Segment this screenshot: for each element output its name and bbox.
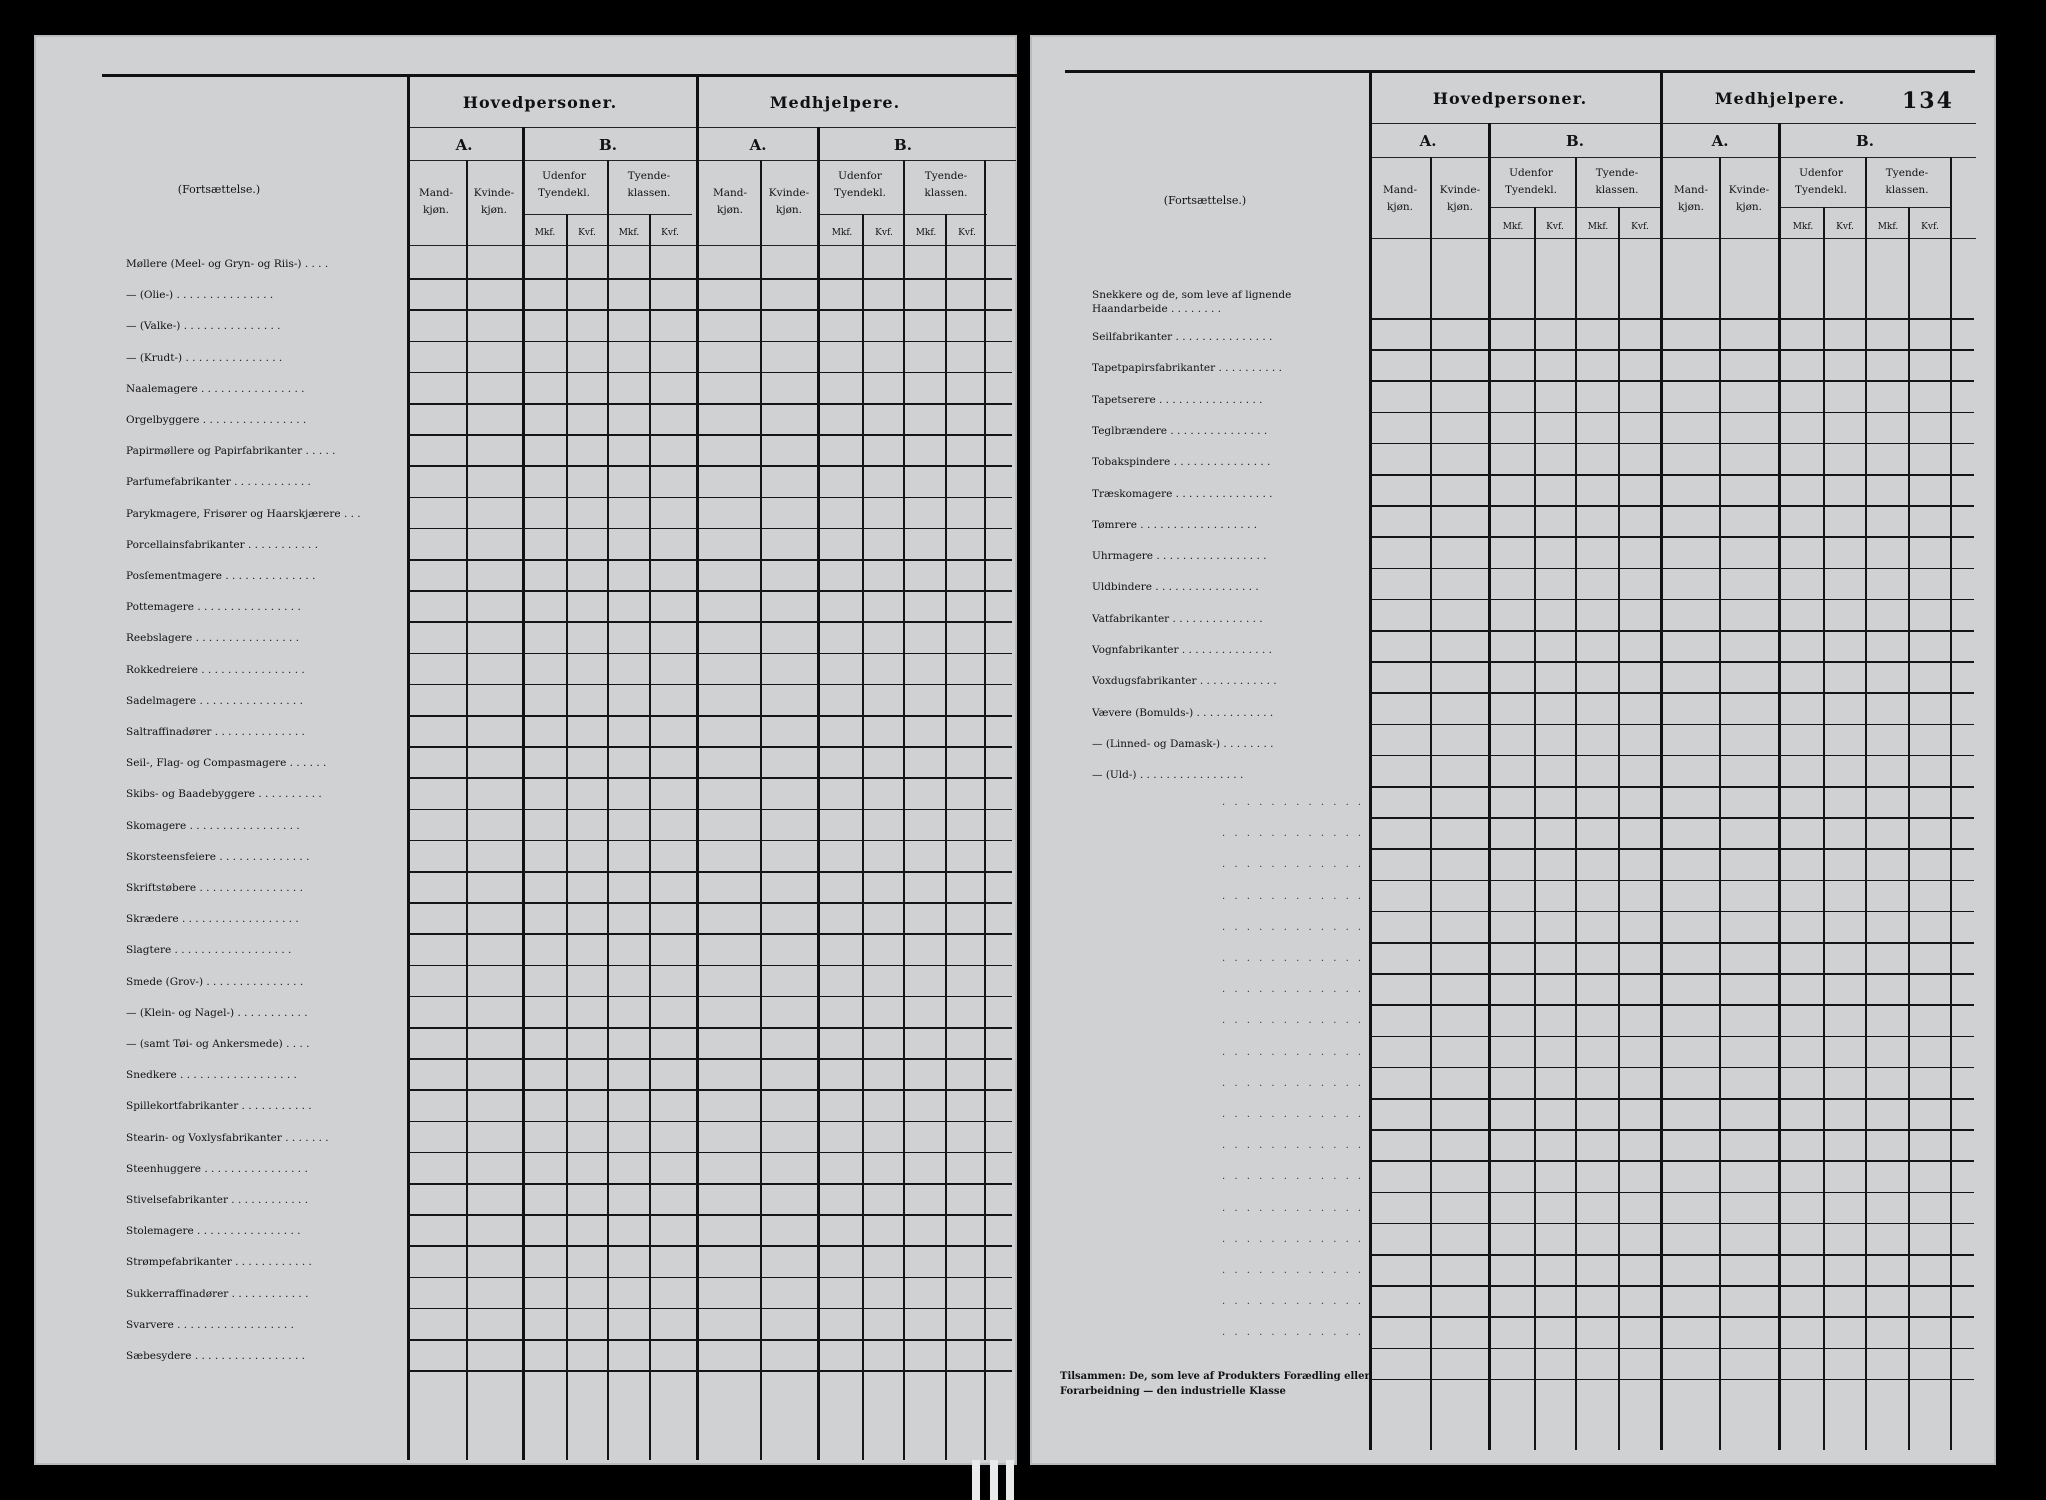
right-page [1030, 35, 1996, 1465]
col-a-label: A. [1419, 132, 1437, 150]
kvinde-kjon-2: Kvinde-kjøn. [768, 187, 810, 216]
row-rule [408, 1183, 1012, 1185]
blank-entry-dots: . . . . . . . . . . . . [1222, 828, 1365, 840]
blank-entry-dots: . . . . . . . . . . . . [1222, 1046, 1365, 1058]
blank-entry-dots: . . . . . . . . . . . . [1222, 859, 1365, 871]
row-label: Sukkerraffinadører . . . . . . . . . . . . [126, 1287, 309, 1300]
col-b-label-2: B. [894, 136, 912, 154]
column-divider [407, 77, 410, 1460]
row-rule [408, 590, 1012, 592]
row-rule [408, 621, 1012, 623]
row-rule [1370, 443, 1974, 445]
column-divider [1719, 157, 1721, 1450]
mand-kjon-2: Mand-kjøn. [712, 187, 748, 216]
row-label: Skorsteensfeiere . . . . . . . . . . . . . . [126, 850, 310, 863]
udenfor-tyendekl: Udenfor Tyendekl. [538, 170, 590, 199]
row-label: Snedkere . . . . . . . . . . . . . . . . . . [126, 1069, 297, 1082]
kvinde-kjon-2: Kvinde-kjøn. [1728, 184, 1770, 213]
row-label: Strømpefabrikanter . . . . . . . . . . . . [126, 1256, 312, 1269]
row-label: Smede (Grov-) . . . . . . . . . . . . . . . [126, 975, 304, 988]
row-rule [1370, 630, 1974, 632]
row-label: — (samt Tøi- og Ankersmede) . . . . [126, 1038, 310, 1050]
row-rule [408, 1152, 1012, 1154]
header-hovedpersoner: Hovedpersoner. [1432, 89, 1588, 108]
row-rule [1370, 1223, 1974, 1225]
udenfor-tyendekl-2: Udenfor Tyendekl. [834, 170, 886, 199]
row-label: Tapetpapirsfabrikanter . . . . . . . . . . [1092, 362, 1282, 375]
row-rule [1370, 755, 1974, 757]
row-label: Snekkere og de, som leve af lignende Haandarbeide . . . . . . . . [1092, 289, 1292, 315]
row-label: — (Linned- og Damask-) . . . . . . . . [1092, 737, 1274, 750]
column-divider [945, 214, 947, 1460]
row-rule [408, 497, 1012, 499]
row-rule [408, 777, 1012, 779]
row-rule [408, 871, 1012, 873]
row-rule [1370, 1036, 1974, 1038]
blank-entry-dots: . . . . . . . . . . . . [1222, 921, 1365, 933]
row-rule [408, 933, 1012, 935]
row-label: Skibs- og Baadebyggere . . . . . . . . . . [126, 788, 322, 801]
row-label: Posſementmagere . . . . . . . . . . . . . . [126, 570, 316, 582]
mand-kjon: Mand-kjøn. [418, 187, 454, 216]
row-rule [408, 1089, 1012, 1091]
column-divider [817, 127, 820, 1460]
row-label: Skriftstøbere . . . . . . . . . . . . . . . . [126, 882, 303, 894]
summary-note: Tilsammen: De, som leve af Produkters Forædling eller Forarbeidning — den industrielle Klasse [1060, 1371, 1370, 1397]
kvf: Kvf. [1836, 222, 1854, 232]
row-rule [408, 996, 1012, 998]
row-label: Træskomagere . . . . . . . . . . . . . . . [1092, 487, 1273, 500]
column-divider [649, 214, 651, 1460]
row-rule [1370, 1098, 1974, 1100]
row-rule [408, 278, 1012, 280]
row-label: Reebslagere . . . . . . . . . . . . . . . . [126, 632, 300, 645]
row-label: Skomagere . . . . . . . . . . . . . . . . . [126, 819, 300, 832]
col-b-label: B. [1566, 132, 1584, 150]
row-rule [1370, 536, 1974, 538]
row-rule [408, 1121, 1012, 1123]
blank-entry-dots: . . . . . . . . . . . . [1222, 1202, 1365, 1214]
mkf: Mkf. [1502, 222, 1524, 232]
top-rule [1065, 70, 1975, 73]
row-label: — (Olie-) . . . . . . . . . . . . . . . [126, 289, 274, 302]
row-rule [408, 1027, 1012, 1029]
row-rule [408, 653, 1012, 655]
blank-entry-dots: . . . . . . . . . . . . [1222, 1015, 1365, 1027]
row-label: Skrædere . . . . . . . . . . . . . . . . . . [126, 913, 299, 926]
row-rule [1370, 1129, 1974, 1131]
row-rule [408, 684, 1012, 686]
row-label: Stivelsefabrikanter . . . . . . . . . . . . [126, 1194, 309, 1206]
row-rule [408, 1339, 1012, 1341]
header-line [408, 127, 1016, 128]
row-rule [1370, 661, 1974, 663]
page-number: 134 [1902, 88, 1954, 114]
row-label: Spillekortfabrikanter . . . . . . . . . . . [126, 1100, 312, 1113]
row-label: Naalemagere . . . . . . . . . . . . . . . . [126, 382, 305, 395]
blank-entry-dots: . . . . . . . . . . . . [1222, 1265, 1365, 1276]
row-label: Pottemagere . . . . . . . . . . . . . . . . [126, 601, 301, 614]
blank-entry-dots: . . . . . . . . . . . . [1222, 1233, 1365, 1245]
kvf: Kvf. [1546, 222, 1564, 232]
mkf: Mkf. [618, 228, 640, 238]
blank-entry-dots: . . . . . . . . . . . . [1222, 890, 1365, 902]
row-label: Sadelmagere . . . . . . . . . . . . . . . . [126, 694, 303, 707]
binding-strip [1006, 1460, 1014, 1500]
col-b-label-2: B. [1856, 132, 1874, 150]
header-medhjelpere: Medhjelpere. [769, 93, 901, 112]
udenfor-tyendekl: Udenfor Tyendekl. [1505, 167, 1557, 196]
col-a-label: A. [455, 136, 473, 154]
column-divider [1950, 157, 1952, 1450]
row-rule [408, 809, 1012, 811]
column-divider [1823, 207, 1825, 1450]
mkf: Mkf. [831, 228, 853, 238]
blank-entry-dots: . . . . . . . . . . . . [1222, 1109, 1365, 1120]
header-line [408, 160, 1016, 161]
row-label: Porcellainsfabrikanter . . . . . . . . . . . [126, 538, 319, 551]
tyende-klassen-2: Tyende-klassen. [924, 170, 968, 199]
col-a-label-2: A. [1711, 132, 1729, 150]
top-rule [102, 74, 1018, 77]
row-rule [1370, 1379, 1974, 1381]
row-rule [1370, 724, 1974, 726]
column-divider [1908, 207, 1910, 1450]
row-rule [1370, 318, 1974, 320]
row-rule [408, 1277, 1012, 1279]
row-label: Rokkedreiere . . . . . . . . . . . . . . . . [126, 663, 305, 676]
kvf: Kvf. [1631, 222, 1649, 232]
kvf: Kvf. [958, 228, 976, 238]
row-rule [1370, 848, 1974, 850]
blank-entry-dots: . . . . . . . . . . . . [1222, 1077, 1365, 1089]
section-caption: (Fortsættelse.) [1163, 194, 1247, 207]
row-rule [408, 840, 1012, 842]
row-rule [408, 1308, 1012, 1310]
row-label: Voxdugsfabrikanter . . . . . . . . . . . . [1092, 675, 1277, 688]
mkf: Mkf. [534, 228, 556, 238]
row-rule [408, 403, 1012, 405]
row-rule [1370, 973, 1974, 975]
row-label: Stearin- og Voxlysfabrikanter . . . . . . . [126, 1131, 329, 1144]
udenfor-tyendekl-2: Udenfor Tyendekl. [1795, 167, 1847, 196]
header-line [1370, 157, 1976, 158]
header-line [408, 245, 1016, 246]
blank-entry-dots: . . . . . . . . . . . . [1222, 797, 1365, 808]
blank-entry-dots: . . . . . . . . . . . . [1222, 984, 1365, 996]
kvinde-kjon: Kvinde-kjøn. [473, 187, 515, 216]
row-label: Uldbindere . . . . . . . . . . . . . . . . [1092, 581, 1259, 594]
section-caption: (Fortsættelse.) [177, 183, 261, 196]
row-label: Sæbesydere . . . . . . . . . . . . . . . . . [126, 1350, 305, 1362]
row-rule [408, 465, 1012, 467]
row-rule [1370, 380, 1974, 382]
column-divider [1430, 157, 1432, 1450]
binding-strip [990, 1460, 998, 1500]
row-rule [1370, 1192, 1974, 1194]
row-label: Stolemagere . . . . . . . . . . . . . . . . [126, 1225, 301, 1238]
row-label: Papirmøllere og Papirfabrikanter . . . . . [126, 445, 336, 458]
col-b-label: B. [599, 136, 617, 154]
column-divider [1660, 73, 1663, 1450]
mkf: Mkf. [1587, 222, 1609, 232]
row-rule [408, 746, 1012, 748]
mkf: Mkf. [1792, 222, 1814, 232]
blank-entry-dots: . . . . . . . . . . . . [1222, 953, 1365, 964]
mand-kjon: Mand-kjøn. [1382, 184, 1418, 213]
col-a-label-2: A. [749, 136, 767, 154]
row-label: Tapetserere . . . . . . . . . . . . . . . . [1092, 393, 1263, 406]
blank-entry-dots: . . . . . . . . . . . . [1222, 1327, 1365, 1339]
kvf: Kvf. [578, 228, 596, 238]
blank-entry-dots: . . . . . . . . . . . . [1222, 1296, 1365, 1308]
kvinde-kjon: Kvinde-kjøn. [1439, 184, 1481, 213]
row-rule [1370, 786, 1974, 788]
row-label: Steenhuggere . . . . . . . . . . . . . . . . [126, 1162, 308, 1175]
row-rule [1370, 349, 1974, 351]
header-hovedpersoner: Hovedpersoner. [462, 93, 618, 112]
tyende-klassen: Tyende-klassen. [627, 170, 671, 199]
row-rule [1370, 1316, 1974, 1318]
blank-entry-dots: . . . . . . . . . . . . [1222, 1140, 1365, 1152]
header-line [1370, 238, 1976, 239]
kvf: Kvf. [1921, 222, 1939, 232]
row-label: Uhrmagere . . . . . . . . . . . . . . . . . [1092, 550, 1267, 563]
row-rule [1370, 599, 1974, 601]
column-divider [862, 214, 864, 1460]
row-rule [408, 559, 1012, 561]
row-rule [1370, 412, 1974, 414]
row-rule [1370, 474, 1974, 476]
row-label: Parykmagere, Frisører og Haarskjærere . . . [126, 507, 361, 520]
column-divider [1618, 207, 1620, 1450]
row-rule [1370, 1254, 1974, 1256]
row-rule [408, 1370, 1012, 1372]
row-label: Tobakspindere . . . . . . . . . . . . . . . [1092, 456, 1271, 469]
blank-entry-dots: . . . . . . . . . . . . [1222, 1171, 1365, 1183]
tyende-klassen-2: Tyende-klassen. [1885, 167, 1929, 196]
kvf: Kvf. [875, 228, 893, 238]
row-label: Vævere (Bomulds-) . . . . . . . . . . . . [1092, 706, 1274, 719]
row-rule [408, 1058, 1012, 1060]
row-rule [1370, 911, 1974, 913]
column-divider [1369, 73, 1372, 1450]
row-rule [1370, 817, 1974, 819]
row-rule [1370, 1160, 1974, 1162]
row-label: — (Valke-) . . . . . . . . . . . . . . . [126, 320, 281, 333]
column-divider [566, 214, 568, 1460]
row-label: Parfumefabrikanter . . . . . . . . . . . . [126, 476, 311, 489]
row-label: Tømrere . . . . . . . . . . . . . . . . . . [1092, 518, 1258, 531]
column-divider [696, 77, 699, 1460]
header-line [1370, 123, 1976, 124]
row-rule [1370, 942, 1974, 944]
kvf: Kvf. [661, 228, 679, 238]
row-rule [408, 528, 1012, 530]
row-rule [408, 341, 1012, 343]
row-rule [408, 1214, 1012, 1216]
row-label: — (Krudt-) . . . . . . . . . . . . . . . [126, 351, 283, 364]
row-rule [408, 1245, 1012, 1247]
column-divider [522, 127, 525, 1460]
row-rule [408, 965, 1012, 967]
header-medhjelpere: Medhjelpere. [1714, 89, 1846, 108]
left-page [34, 35, 1017, 1465]
column-divider [1865, 157, 1867, 1450]
tyende-klassen: Tyende-klassen. [1595, 167, 1639, 196]
column-divider [1575, 157, 1577, 1450]
row-rule [1370, 880, 1974, 882]
row-rule [1370, 1067, 1974, 1069]
row-label: Vatfabrikanter . . . . . . . . . . . . . . [1092, 612, 1263, 625]
row-rule [408, 309, 1012, 311]
row-label: Seil-, Flag- og Compasmagere . . . . . . [126, 757, 327, 770]
row-rule [1370, 505, 1974, 507]
mkf: Mkf. [915, 228, 937, 238]
row-label: Slagtere . . . . . . . . . . . . . . . . . . [126, 944, 292, 957]
row-rule [408, 372, 1012, 374]
row-label: Seilfabrikanter . . . . . . . . . . . . . . . [1092, 331, 1273, 343]
row-label: Vognfabrikanter . . . . . . . . . . . . . . [1092, 644, 1272, 656]
mand-kjon-2: Mand-kjøn. [1673, 184, 1709, 213]
row-label: Svarvere . . . . . . . . . . . . . . . . . . [126, 1318, 294, 1331]
row-rule [408, 434, 1012, 436]
row-label: Møllere (Meel- og Gryn- og Riis-) . . . . [126, 258, 329, 270]
row-label: — (Klein- og Nagel-) . . . . . . . . . . . [126, 1006, 308, 1019]
mkf: Mkf. [1877, 222, 1899, 232]
row-label: — (Uld-) . . . . . . . . . . . . . . . . [1092, 769, 1244, 782]
row-label: Orgelbyggere . . . . . . . . . . . . . . . . [126, 414, 307, 426]
row-rule [408, 715, 1012, 717]
row-rule [1370, 692, 1974, 694]
row-rule [1370, 1285, 1974, 1287]
row-rule [1370, 1348, 1974, 1350]
row-rule [408, 902, 1012, 904]
row-rule [1370, 1004, 1974, 1006]
row-rule [1370, 568, 1974, 570]
column-divider [1534, 207, 1536, 1450]
binding-strip [972, 1460, 980, 1500]
row-label: Teglbrændere . . . . . . . . . . . . . . . [1092, 424, 1268, 437]
row-label: Saltraffinadører . . . . . . . . . . . . . . [126, 726, 305, 738]
